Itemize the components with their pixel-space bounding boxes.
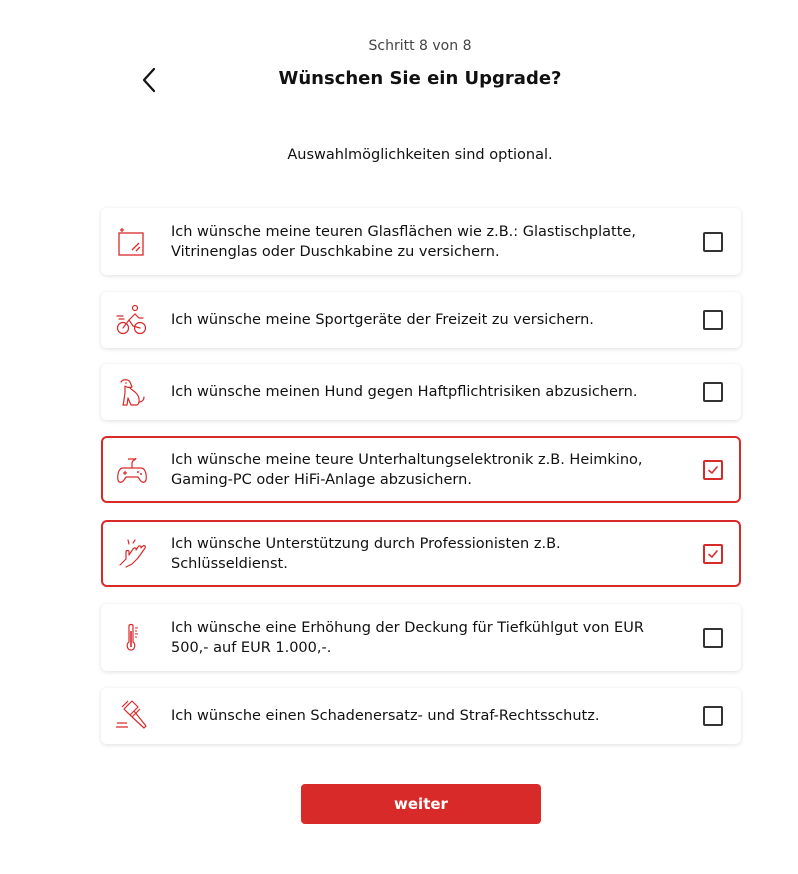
step-indicator: Schritt 8 von 8 (368, 38, 472, 54)
gavel-icon (115, 700, 147, 732)
option-sports[interactable] (101, 292, 741, 348)
option-legal[interactable] (101, 688, 741, 744)
checkmark-icon (707, 548, 719, 560)
next-button[interactable]: weiter (301, 784, 541, 824)
option-label: Ich wünsche eine Erhöhung der Deckung für Tiefkühlgut von EUR 500,- auf EUR 1.000,-. (171, 619, 644, 656)
dog-icon (115, 376, 147, 408)
thermometer-icon (115, 622, 147, 654)
option-checkbox[interactable] (703, 310, 723, 330)
page-title: Wünschen Sie ein Upgrade? (278, 68, 562, 89)
option-label: Ich wünsche meinen Hund gegen Haftpflichtrisiken abzusichern. (171, 384, 638, 400)
option-electronics[interactable] (101, 436, 741, 503)
option-checkbox[interactable] (703, 382, 723, 402)
option-label: Ich wünsche einen Schadenersatz- und Straf-Rechtsschutz. (171, 708, 600, 724)
cyclist-icon (115, 304, 147, 336)
option-freezer[interactable] (101, 604, 741, 671)
option-checkbox[interactable] (703, 628, 723, 648)
option-label: Ich wünsche meine teure Unterhaltungselektronik z.B. Heimkino, Gaming-PC oder HiFi-Anlage abzusichern. (171, 451, 643, 488)
option-label: Ich wünsche meine Sportgeräte der Freizeit zu versichern. (171, 312, 594, 328)
glass-pane-icon (115, 226, 147, 258)
helping-hand-icon (116, 538, 148, 570)
option-label: Ich wünsche meine teuren Glasflächen wie z.B.: Glastischplatte, Vitrinenglas oder Duschkabine zu versichern. (171, 223, 636, 260)
page-subtitle: Auswahlmöglichkeiten sind optional. (287, 147, 553, 163)
option-label: Ich wünsche Unterstützung durch Professionisten z.B. Schlüsseldienst. (171, 535, 561, 572)
option-professionals[interactable] (101, 520, 741, 587)
gamepad-icon (116, 454, 148, 486)
option-dog[interactable] (101, 364, 741, 420)
option-checkbox-checked[interactable] (703, 460, 723, 480)
option-glass[interactable] (101, 208, 741, 275)
checkmark-icon (707, 464, 719, 476)
option-checkbox-checked[interactable] (703, 544, 723, 564)
option-checkbox[interactable] (703, 706, 723, 726)
option-checkbox[interactable] (703, 232, 723, 252)
